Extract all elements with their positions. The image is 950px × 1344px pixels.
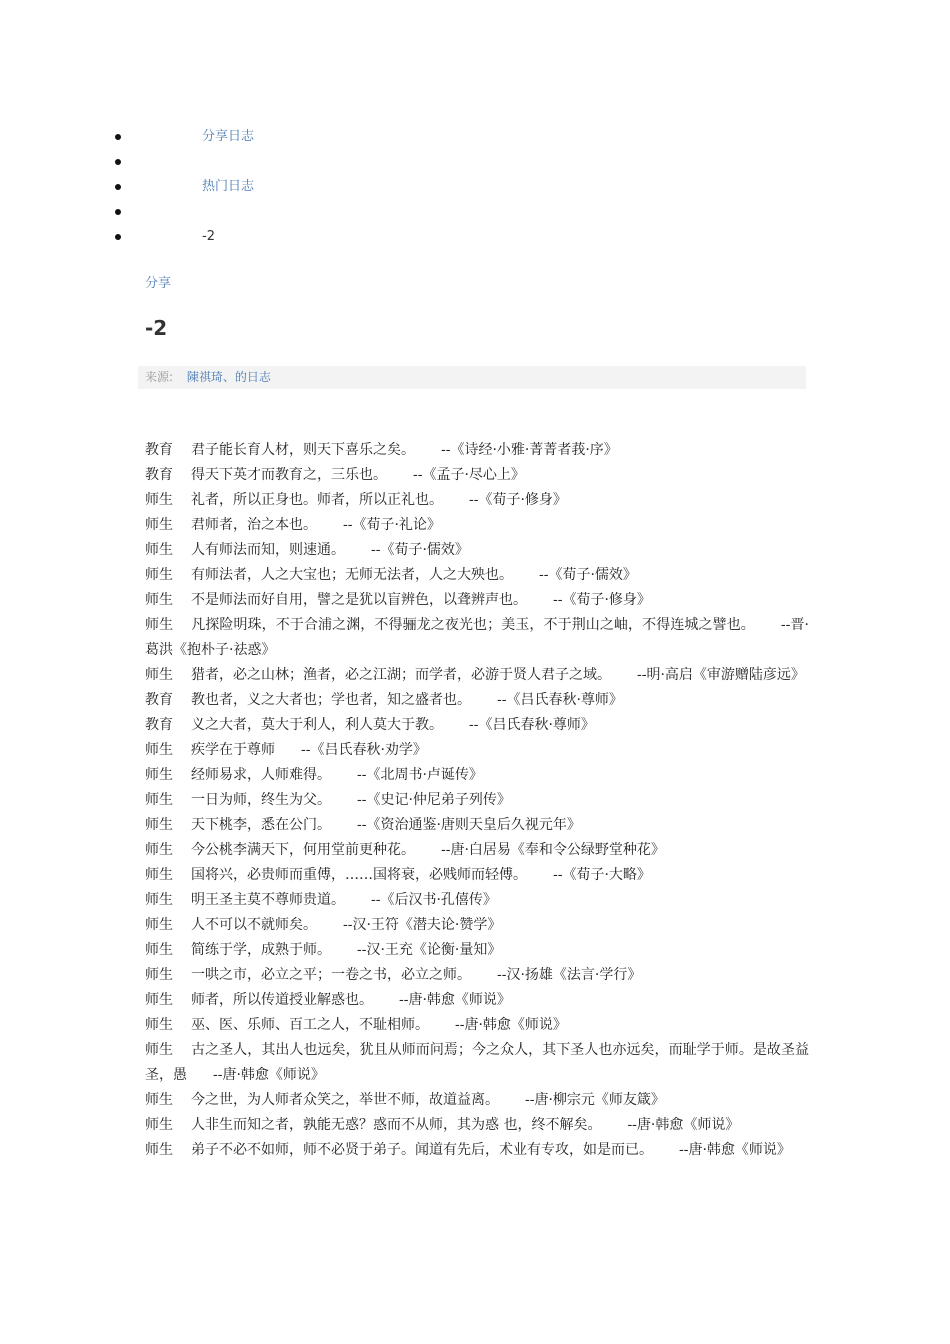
quote-category: 师生: [145, 792, 173, 808]
quote-category: 师生: [145, 842, 173, 858]
quote-citation: --《吕氏春秋·劝学》: [301, 742, 427, 758]
quote-item: [145, 988, 809, 1013]
quote-citation: --《诗经·小雅·菁菁者莪·序》: [441, 442, 618, 458]
quote-citation: --唐·韩愈《师说》: [399, 992, 511, 1008]
quote-item: [145, 488, 809, 513]
quote-text: 教也者，义之大者也；学也者，知之盛者也。: [191, 692, 471, 708]
nav-item: [0, 149, 600, 174]
quote-citation: --唐·韩愈《师说》: [627, 1117, 740, 1133]
quote-item: [145, 788, 809, 813]
quote-text: 古之圣人，其出人也远矣，犹且从师而问焉；今之众人，其下圣人也亦远矣，而耻学于师。是故圣益圣，愚: [145, 1042, 810, 1083]
quote-text: 得天下英才而教育之，三乐也。: [191, 467, 387, 483]
quote-item: [145, 963, 809, 988]
quote-category: 教育: [145, 467, 173, 483]
quote-item: [145, 863, 809, 888]
quote-citation: --《后汉书·孔僖传》: [371, 892, 497, 908]
quote-citation: --《荀子·修身》: [469, 492, 567, 508]
quote-text: 一哄之市，必立之平；一卷之书，必立之师。: [191, 967, 471, 983]
quote-category: 师生: [145, 1017, 173, 1033]
quote-category: 师生: [145, 867, 173, 883]
quote-category: 教育: [145, 717, 173, 733]
quote-citation: --汉·王符《潜夫论·赞学》: [343, 917, 502, 933]
quote-item: [145, 838, 809, 863]
quote-text: 经师易求，人师难得。: [191, 767, 331, 783]
quote-category: 师生: [145, 817, 173, 833]
quote-text: 明王圣主莫不尊师贵道。: [191, 892, 345, 908]
quote-citation: --《荀子·修身》: [553, 592, 651, 608]
bullet-icon: [115, 184, 121, 190]
quote-item: [145, 763, 809, 788]
quote-category: 师生: [145, 742, 173, 758]
quote-item: [145, 1013, 809, 1038]
quote-item: [145, 663, 809, 688]
quote-text: 人有师法而知，则速通。: [191, 542, 345, 558]
nav-item[interactable]: [0, 124, 600, 149]
quote-category: 师生: [145, 567, 173, 583]
quote-category: 师生: [145, 1042, 174, 1058]
quote-text: 简练于学，成熟于师。: [191, 942, 331, 958]
quote-text: 君子能长育人材，则天下喜乐之矣。: [191, 442, 415, 458]
quote-item: [145, 588, 809, 613]
quote-text: 猎者，必之山林；渔者，必之江湖；而学者，必游于贤人君子之域。: [191, 667, 611, 683]
quote-item: [145, 938, 809, 963]
quote-citation: --《荀子·儒效》: [539, 567, 637, 583]
quote-category: 师生: [145, 892, 173, 908]
quote-category: 师生: [145, 1117, 173, 1133]
bullet-icon: [115, 159, 121, 165]
quote-citation: --唐·韩愈《师说》: [213, 1067, 325, 1083]
quote-item: [145, 513, 809, 538]
quote-category: 师生: [145, 1142, 173, 1158]
quote-text: 人不可以不就师矣。: [191, 917, 317, 933]
quote-item: [145, 1038, 809, 1088]
quote-text: 不是师法而好自用，譬之是犹以盲辨色，以聋辨声也。: [191, 592, 527, 608]
nav-item[interactable]: [0, 174, 600, 199]
quote-category: 师生: [145, 767, 173, 783]
quote-item: [145, 1088, 809, 1113]
quote-text: 弟子不必不如师，师不必贤于弟子。闻道有先后，术业有专攻，如是而已。: [191, 1142, 653, 1158]
bullet-icon: [115, 209, 121, 215]
quote-item: [145, 688, 809, 713]
quote-text: 今公桃李满天下，何用堂前更种花。: [191, 842, 415, 858]
quote-citation: --《吕氏春秋·尊师》: [497, 692, 623, 708]
bullet-icon: [115, 134, 121, 140]
quote-category: 师生: [145, 942, 173, 958]
quote-citation: --唐·柳宗元《师友箴》: [525, 1092, 665, 1108]
quote-text: 师者，所以传道授业解惑也。: [191, 992, 373, 1008]
source-label: 来源:: [145, 370, 174, 384]
quote-item: [145, 813, 809, 838]
quote-citation: --明·高启《审游赠陆彦远》: [637, 667, 805, 683]
quote-citation: --唐·韩愈《师说》: [455, 1017, 567, 1033]
quote-citation: --《吕氏春秋·尊师》: [469, 717, 595, 733]
bullet-icon: [115, 234, 121, 240]
quote-category: 师生: [145, 967, 173, 983]
quote-category: 师生: [145, 917, 173, 933]
quote-citation: --《北周书·卢诞传》: [357, 767, 483, 783]
quote-text: 礼者，所以正身也。师者，所以正礼也。: [191, 492, 443, 508]
quote-item: [145, 913, 809, 938]
quote-text: 疾学在于尊师: [191, 742, 275, 758]
quote-citation: --唐·韩愈《师说》: [679, 1142, 791, 1158]
quote-citation: --《荀子·大略》: [553, 867, 651, 883]
quote-item: [145, 438, 809, 463]
quote-text: 巫、医、乐师、百工之人，不耻相师。: [191, 1017, 429, 1033]
quote-text: 人非生而知之者，孰能无惑？惑而不从师，其为惑 也，终不解矣。: [191, 1117, 602, 1133]
quote-text: 一日为师，终生为父。: [191, 792, 331, 808]
quote-text: 天下桃李，悉在公门。: [191, 817, 331, 833]
quote-item: [145, 1138, 809, 1163]
quote-citation: --《史记·仲尼弟子列传》: [357, 792, 511, 808]
quote-category: 师生: [145, 492, 173, 508]
quote-text: 义之大者，莫大于利人，利人莫大于教。: [191, 717, 443, 733]
nav-item: [0, 199, 600, 224]
quote-item: [145, 538, 809, 563]
nav-item-label[interactable]: 热门日志: [202, 179, 255, 194]
quote-item: [145, 563, 809, 588]
nav-item-label: -2: [202, 229, 215, 244]
quote-text: 君师者，治之本也。: [191, 517, 317, 533]
quote-item: [145, 713, 809, 738]
quote-text: 国将兴，必贵师而重傅，……国将衰，必贱师而轻傅。: [191, 867, 527, 883]
quote-citation: --《荀子·礼论》: [343, 517, 441, 533]
quote-item: [145, 738, 809, 763]
quote-item: [145, 888, 809, 913]
page-title: -2: [145, 316, 168, 340]
source-link[interactable]: 陳祺琦、的日志: [186, 370, 271, 384]
share-link[interactable]: 分享: [145, 276, 172, 291]
quote-category: 师生: [145, 517, 173, 533]
quote-text: 凡探险明珠，不于合浦之渊，不得骊龙之夜光也；美玉，不于荆山之岫，不得连城之譬也。: [191, 617, 755, 633]
quote-citation: --汉·王充《论衡·量知》: [357, 942, 502, 958]
quote-item: [145, 613, 809, 663]
quote-category: 师生: [145, 542, 173, 558]
nav-list: [0, 124, 600, 249]
quote-list: [145, 438, 809, 1163]
quote-category: 教育: [145, 442, 173, 458]
quote-item: [145, 463, 809, 488]
quote-citation: --唐·白居易《奉和令公绿野堂种花》: [441, 842, 665, 858]
quote-text: 有师法者，人之大宝也；无师无法者，人之大殃也。: [191, 567, 513, 583]
nav-item: [0, 224, 600, 249]
quote-text: 今之世，为人师者众笑之，举世不师，故道益离。: [191, 1092, 499, 1108]
quote-citation: --《荀子·儒效》: [371, 542, 469, 558]
quote-category: 师生: [145, 667, 173, 683]
quote-category: 师生: [145, 592, 173, 608]
source-bar: [138, 366, 806, 389]
quote-category: 教育: [145, 692, 173, 708]
quote-category: 师生: [145, 992, 173, 1008]
quote-category: 师生: [145, 1092, 173, 1108]
quote-item: [145, 1113, 809, 1138]
nav-item-label[interactable]: 分享日志: [202, 129, 255, 144]
quote-citation: --《资治通鉴·唐则天皇后久视元年》: [357, 817, 581, 833]
quote-citation: --晋·葛洪《抱朴子·祛惑》: [145, 617, 810, 658]
quote-citation: --《孟子·尽心上》: [413, 467, 525, 483]
quote-citation: --汉·扬雄《法言·学行》: [497, 967, 642, 983]
quote-category: 师生: [145, 617, 174, 633]
